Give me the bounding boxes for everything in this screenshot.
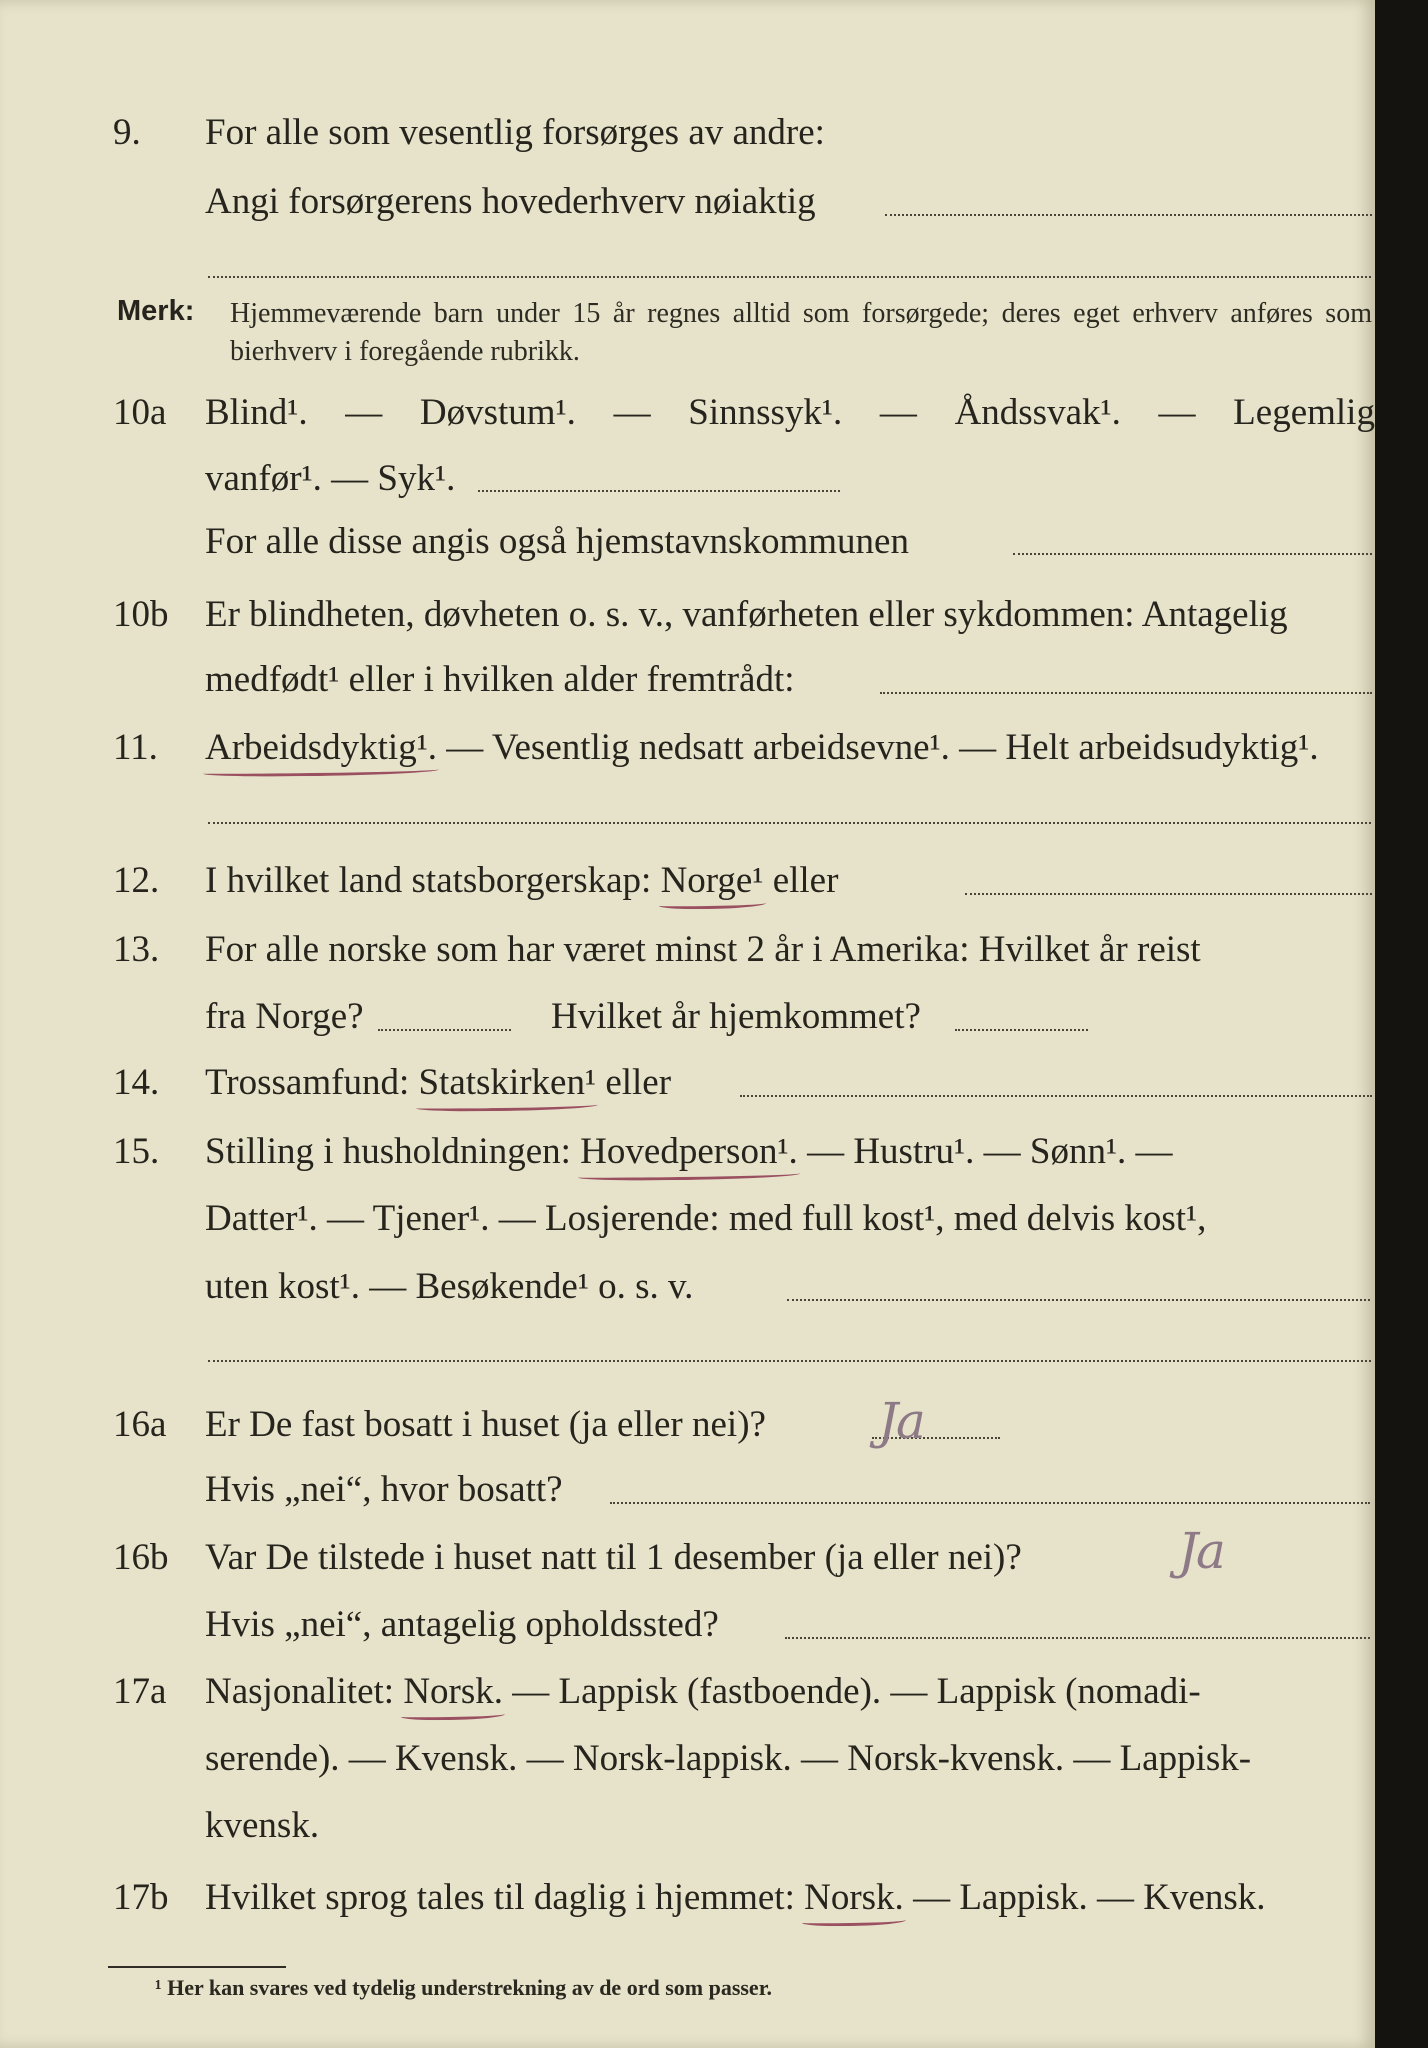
- question-number: 11.: [113, 727, 158, 768]
- question-number: 15.: [113, 1131, 160, 1172]
- underlined-answer: Hovedperson¹.: [580, 1131, 798, 1172]
- question-text: Datter¹. — Tjener¹. — Losjerende: med full kost¹, med delvis kost¹,: [205, 1198, 1207, 1239]
- question-word: —: [613, 392, 651, 433]
- question-text: kvensk.: [205, 1805, 320, 1846]
- answer-field-year-returned[interactable]: [955, 1029, 1088, 1031]
- underlined-answer: Norsk.: [804, 1877, 904, 1918]
- question-word: Legemlig: [1233, 392, 1375, 433]
- footnote-rule: [108, 1966, 286, 1968]
- question-number: 16a: [113, 1404, 167, 1445]
- question-text: For alle som vesentlig forsørges av andre:: [205, 112, 825, 153]
- note-text: Hjemmeværende barn under 15 år regnes alltid som forsørgede; deres eget erhverv anføres som bierhverv i foregående rubrikk.: [230, 298, 1372, 367]
- answer-field[interactable]: [787, 1299, 1370, 1301]
- question-text: [205, 859, 838, 903]
- question-text-part: Hvilket sprog tales til daglig i hjemmet:: [205, 1877, 805, 1918]
- question-text: Hvis „nei“, hvor bosatt?: [205, 1469, 563, 1510]
- answer-field-year-left[interactable]: [378, 1029, 511, 1031]
- answer-field[interactable]: [478, 490, 840, 492]
- question-text: For alle norske som har været minst 2 år i Amerika: Hvilket år reist: [205, 929, 1201, 970]
- answer-field-line[interactable]: [208, 822, 1371, 824]
- question-text-part: Trossamfund:: [205, 1062, 419, 1103]
- question-text-part: Nasjonalitet:: [205, 1671, 404, 1712]
- question-text-part: — Lappisk. — Kvensk.: [903, 1877, 1266, 1918]
- question-word: —: [345, 392, 383, 433]
- question-number: 12.: [113, 860, 160, 901]
- question-text: Var De tilstede i huset natt til 1 desember (ja eller nei)?: [205, 1537, 1022, 1578]
- handwritten-answer: Ja: [878, 1392, 924, 1450]
- answer-field[interactable]: [1013, 553, 1372, 555]
- question-text-part: — Lappisk (fastboende). — Lappisk (nomadi-: [503, 1671, 1201, 1712]
- question-text-part: Stilling i husholdningen:: [205, 1131, 581, 1172]
- handwritten-answer: Ja: [1178, 1522, 1224, 1580]
- question-text: vanfør¹. — Syk¹.: [205, 458, 456, 499]
- question-word: —: [879, 392, 917, 433]
- question-text: [205, 1876, 1266, 1920]
- question-word: Åndssvak¹.: [954, 392, 1121, 433]
- underlined-answer: Arbeidsdyktig¹.: [205, 727, 438, 768]
- question-text-rest: — Vesentlig nedsatt arbeidsevne¹. — Helt arbeidsudyktig¹.: [437, 727, 1319, 768]
- answer-field[interactable]: [965, 893, 1372, 895]
- underlined-answer: Norge¹: [660, 860, 764, 901]
- question-text: [205, 1130, 1173, 1174]
- question-text: medfødt¹ eller i hvilken alder fremtrådt:: [205, 659, 795, 700]
- question-text: [205, 1670, 1201, 1714]
- answer-field[interactable]: [785, 1637, 1370, 1639]
- question-number: 16b: [113, 1537, 169, 1578]
- underlined-answer: Statskirken¹: [418, 1062, 597, 1103]
- question-text: Hvis „nei“, antagelig opholdssted?: [205, 1604, 719, 1645]
- answer-field-line[interactable]: [208, 276, 1371, 278]
- answer-field[interactable]: [740, 1095, 1372, 1097]
- underlined-answer: Norsk.: [403, 1671, 504, 1712]
- question-text: Er blindheten, døvheten o. s. v., vanførheten eller sykdommen: Antagelig: [205, 594, 1288, 635]
- question-word: Sinnssyk¹.: [688, 392, 843, 433]
- question-text: [205, 391, 1375, 435]
- question-text: [205, 1061, 671, 1105]
- question-number: 17a: [113, 1671, 167, 1712]
- question-text: [205, 726, 1319, 770]
- question-text: Er De fast bosatt i huset (ja eller nei)?: [205, 1404, 766, 1445]
- note-label: Merk:: [117, 295, 195, 327]
- question-text: serende). — Kvensk. — Norsk-lappisk. — Norsk-kvensk. — Lappisk-: [205, 1738, 1252, 1779]
- question-number: 14.: [113, 1062, 160, 1103]
- answer-field[interactable]: [610, 1502, 1370, 1504]
- question-text-part: eller: [763, 860, 839, 901]
- answer-field[interactable]: [885, 214, 1372, 216]
- question-word: Blind¹.: [205, 392, 308, 433]
- question-text: Angi forsørgerens hovederhverv nøiaktig: [205, 181, 816, 222]
- footnote: ¹ Her kan svares ved tydelig understrekning av de ord som passer.: [155, 1975, 772, 2000]
- question-text: For alle disse angis også hjemstavnskommunen: [205, 521, 909, 562]
- question-text: fra Norge?: [205, 996, 364, 1037]
- question-number: 10a: [113, 392, 167, 433]
- question-number: 17b: [113, 1877, 169, 1918]
- answer-field[interactable]: [880, 692, 1372, 694]
- question-text: Hvilket år hjemkommet?: [551, 996, 921, 1037]
- question-number: 10b: [113, 594, 169, 635]
- question-text-part: — Hustru¹. — Sønn¹. —: [797, 1131, 1173, 1172]
- question-word: —: [1158, 392, 1196, 433]
- question-word: Døvstum¹.: [419, 392, 576, 433]
- answer-field-line[interactable]: [208, 1360, 1371, 1362]
- question-number: 9.: [113, 112, 141, 153]
- question-text-part: I hvilket land statsborgerskap:: [205, 860, 661, 901]
- question-text: uten kost¹. — Besøkende¹ o. s. v.: [205, 1266, 694, 1307]
- question-number: 13.: [113, 929, 160, 970]
- question-text-part: eller: [596, 1062, 672, 1103]
